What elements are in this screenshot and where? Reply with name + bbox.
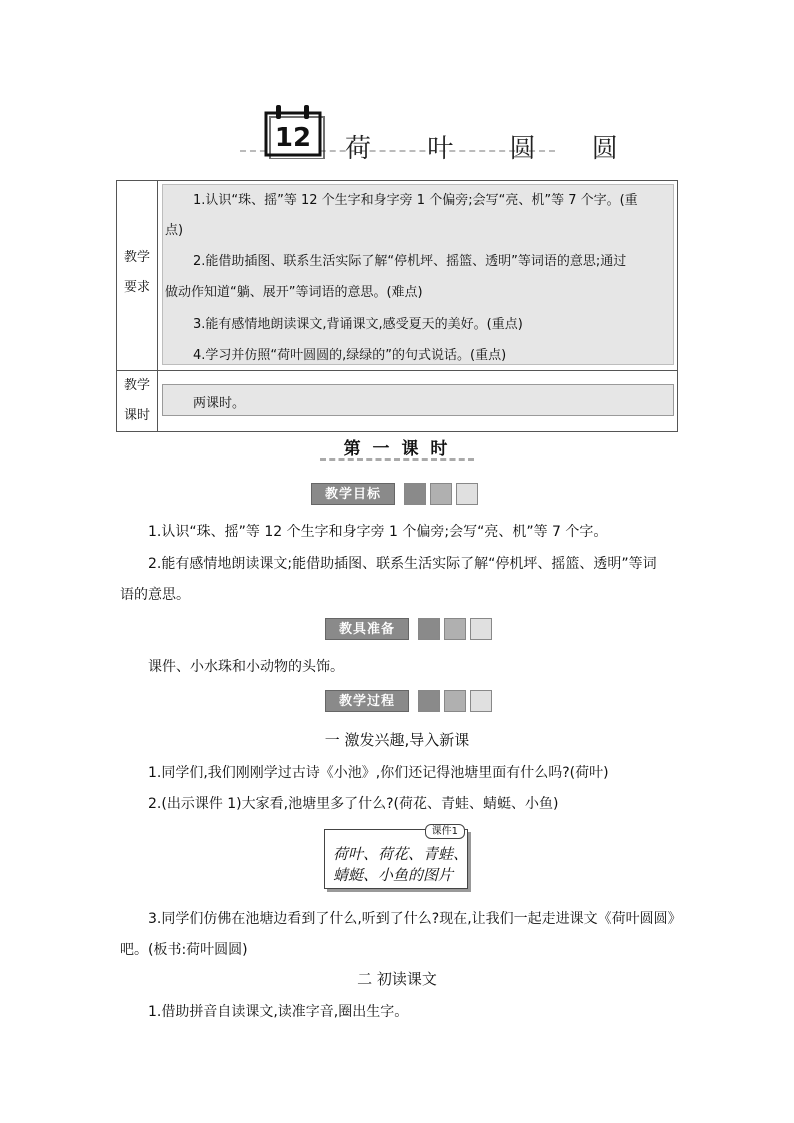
objective-line: 4.学习并仿照“荷叶圆圆的,绿绿的”的句式说话。(重点) [193,348,507,363]
objective-line: 3.能有感情地朗读课文,背诵课文,感受夏天的美好。(重点) [193,317,523,332]
periods-label: 教学 课时 [123,378,150,423]
objective-line: 点) [165,223,184,238]
step1-line: 2.(出示课件 1)大家看,池塘里多了什么?(荷花、青蛙、蜻蜓、小鱼) [148,796,559,812]
step1-line: 1.同学们,我们刚刚学过古诗《小池》,你们还记得池塘里面有什么吗?(荷叶) [148,765,609,781]
step1-line: 吧。(板书:荷叶圆圆) [120,942,248,958]
calendar-icon [262,103,326,159]
lesson-number: 12 [274,123,312,153]
periods-text: 两课时。 [193,396,246,411]
step2-line: 1.借助拼音自读课文,读准字音,圈出生字。 [148,1004,409,1020]
courseware-tag: 课件1 [425,824,465,839]
lesson-title: 荷 叶 圆 圆 [345,134,642,164]
objective-line: 2.能借助插图、联系生活实际了解“停机坪、摇篮、透明”等词语的意思;通过 [193,254,627,269]
goal-line: 语的意思。 [120,587,190,603]
section-title: 第 一 课 时 [343,439,451,459]
courseware-box: 课件1 荷叶、荷花、青蛙、 蜻蜓、小鱼的图片 [324,829,468,889]
objective-line: 1.认识“珠、摇”等 12 个生字和身字旁 1 个偏旁;会写“亮、机”等 7 个字。(重 [193,193,638,208]
goal-line: 1.认识“珠、摇”等 12 个生字和身字旁 1 个偏旁;会写“亮、机”等 7 个字。 [148,524,608,540]
section-underline [320,458,474,461]
tools-text: 课件、小水珠和小动物的头饰。 [148,659,344,675]
objectives-table [116,180,678,432]
objective-line: 做动作知道“躺、展开”等词语的意思。(难点) [165,285,423,300]
step1-line: 3.同学们仿佛在池塘边看到了什么,听到了什么?现在,让我们一起走进课文《荷叶圆圆》 [148,911,682,927]
requirements-label: 教学 要求 [123,250,150,295]
step1-title: 一 激发兴趣,导入新课 [324,731,470,749]
goal-line: 2.能有感情地朗读课文;能借助插图、联系生活实际了解“停机坪、摇篮、透明”等词 [148,556,657,572]
step2-title: 二 初读课文 [357,970,437,988]
